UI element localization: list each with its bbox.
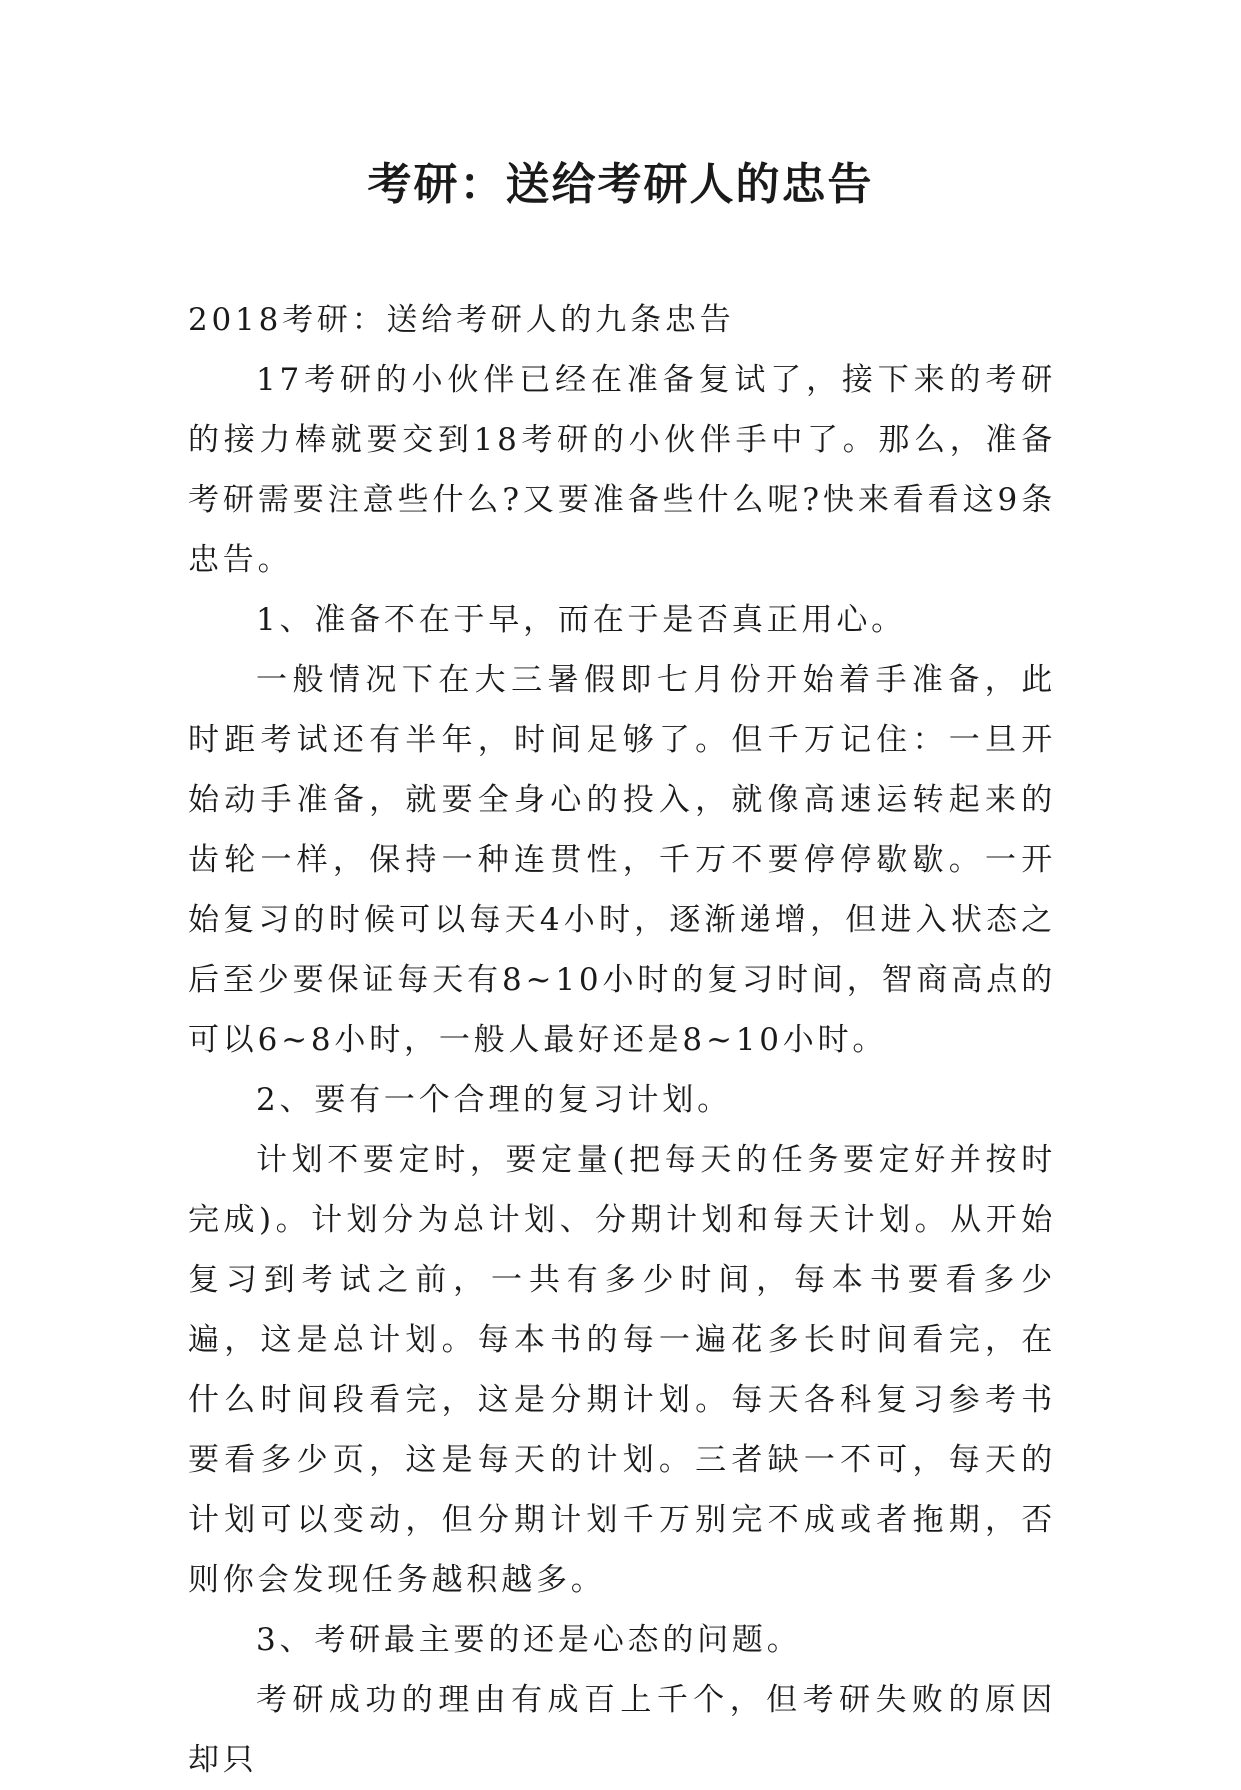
paragraph-intro: 17考研的小伙伴已经在准备复试了，接下来的考研的接力棒就要交到18考研的小伙伴手中了。那么，准备考研需要注意些什么?又要准备些什么呢?快来看看这9条忠告。	[188, 362, 1056, 578]
document-title: 考研：送给考研人的忠告	[367, 159, 874, 210]
document-body	[188, 290, 1056, 1790]
heading-point-2: 2、要有一个合理的复习计划。	[256, 1082, 732, 1118]
paragraph-point-2: 计划不要定时，要定量(把每天的任务要定好并按时完成)。计划分为总计划、分期计划和每天计划。从开始复习到考试之前，一共有多少时间，每本书要看多少遍，这是总计划。每本书的每一遍花多长时间看完，在什么时间段看完，这是分期计划。每天各科复习参考书要看多少页，这是每天的计划。三者缺一不可，每天的计划可以变动，但分期计划千万别完不成或者拖期，否则你会发现任务越积越多。	[188, 1142, 1056, 1598]
paragraph-point-3: 考研成功的理由有成百上千个，但考研失败的原因却只	[188, 1682, 1056, 1778]
heading-point-1: 1、准备不在于早，而在于是否真正用心。	[256, 602, 906, 638]
heading-point-3: 3、考研最主要的还是心态的问题。	[256, 1622, 802, 1658]
subtitle-line: 2018考研：送给考研人的九条忠告	[188, 302, 735, 338]
paragraph-point-1: 一般情况下在大三暑假即七月份开始着手准备，此时距考试还有半年，时间足够了。但千万记住：一旦开始动手准备，就要全身心的投入，就像高速运转起来的齿轮一样，保持一种连贯性，千万不要停停歇歇。一开始复习的时候可以每天4小时，逐渐递增，但进入状态之后至少要保证每天有8~10小时的复习时间，智商高点的可以6~8小时，一般人最好还是8~10小时。	[188, 662, 1056, 1058]
